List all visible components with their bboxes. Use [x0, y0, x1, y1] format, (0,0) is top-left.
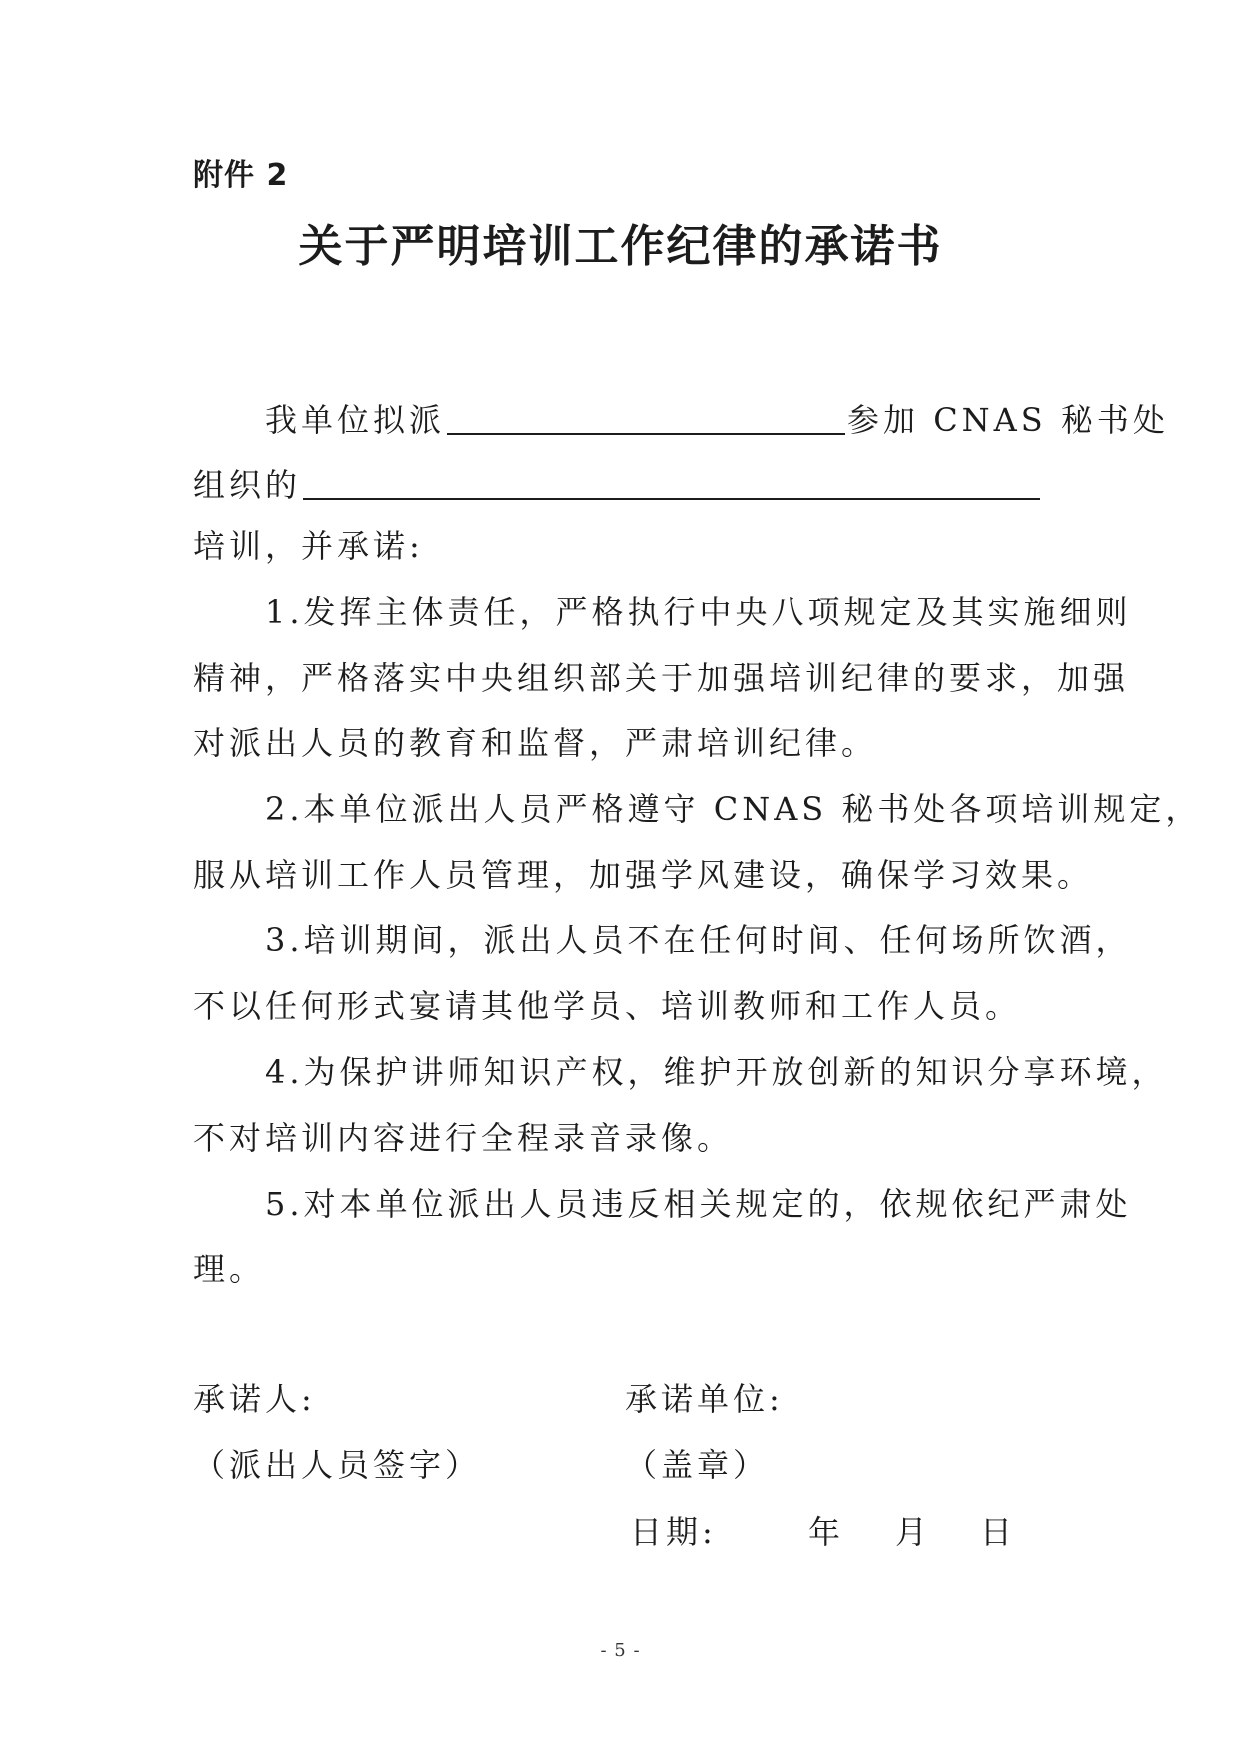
intro-line-1	[265, 400, 1169, 440]
item-5-line-2: 理。	[193, 1250, 266, 1288]
date-month: 月	[895, 1513, 932, 1551]
intro-text-organized: 组织的	[193, 466, 302, 504]
promiser-label: 承诺人:	[193, 1380, 316, 1418]
unit-label: 承诺单位:	[625, 1380, 784, 1418]
item-1-line-3: 对派出人员的教育和监督，严肃培训纪律。	[193, 724, 878, 762]
item-1-line-2: 精神，严格落实中央组织部关于加强培训纪律的要求，加强	[193, 659, 1130, 697]
intro-text-dispatch: 我单位拟派	[265, 401, 446, 439]
item-5-line-1: 5.对本单位派出人员违反相关规定的，依规依纪严肃处	[265, 1185, 1132, 1223]
date-day: 日	[980, 1513, 1017, 1551]
item-1-line-1: 1.发挥主体责任，严格执行中央八项规定及其实施细则	[265, 593, 1132, 631]
document-title: 关于严明培训工作纪律的承诺书	[298, 221, 943, 272]
item-3-line-2: 不以任何形式宴请其他学员、培训教师和工作人员。	[193, 987, 1022, 1025]
personnel-name-blank[interactable]	[447, 401, 845, 435]
date-year: 年	[808, 1513, 845, 1551]
page-number: - 5 -	[600, 1640, 641, 1661]
item-3-line-1: 3.培训期间，派出人员不在任何时间、任何场所饮酒，	[265, 921, 1132, 959]
unit-seal-note: （盖章）	[625, 1446, 770, 1484]
date-label: 日期:	[630, 1513, 717, 1551]
item-4-line-2: 不对培训内容进行全程录音录像。	[193, 1119, 734, 1157]
promiser-signature-note: （派出人员签字）	[193, 1446, 482, 1484]
training-name-blank[interactable]	[303, 466, 1040, 500]
intro-line-3: 培训，并承诺:	[193, 527, 424, 565]
intro-text-attend: 参加 CNAS 秘书处	[847, 401, 1169, 439]
item-2-line-2: 服从培训工作人员管理，加强学风建设，确保学习效果。	[193, 856, 1094, 894]
attachment-label: 附件 2	[193, 158, 289, 193]
intro-line-2	[193, 465, 1063, 505]
item-2-line-1: 2.本单位派出人员严格遵守 CNAS 秘书处各项培训规定，	[265, 790, 1202, 828]
item-4-line-1: 4.为保护讲师知识产权，维护开放创新的知识分享环境，	[265, 1053, 1168, 1091]
